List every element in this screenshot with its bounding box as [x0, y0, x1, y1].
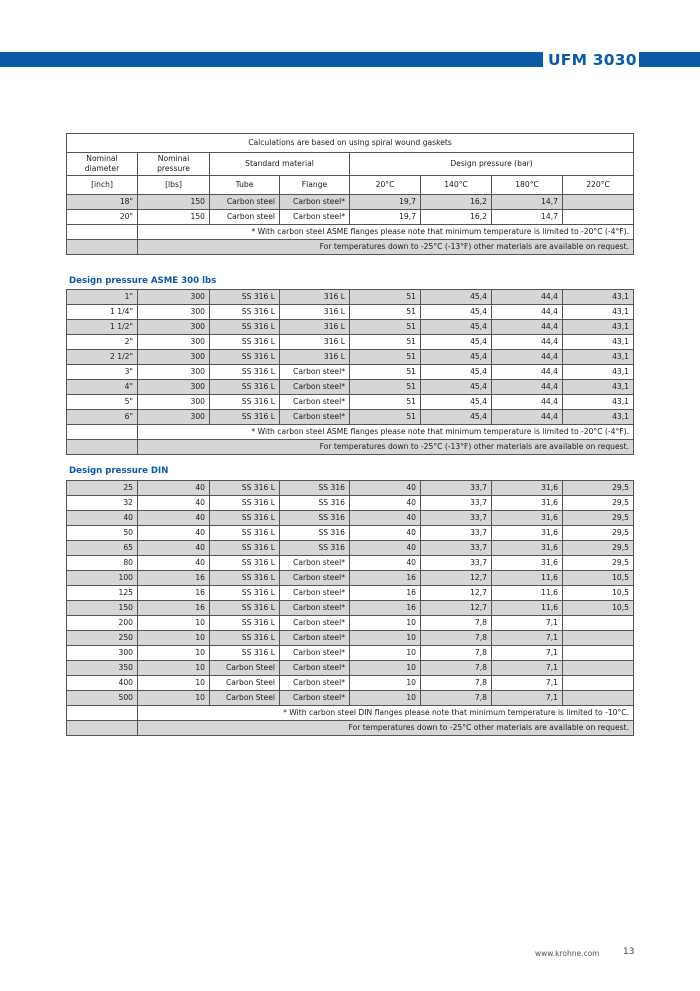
cell-140c: 33,7	[421, 481, 492, 496]
table-row	[67, 290, 634, 305]
table-row	[67, 335, 634, 350]
cell-180c: 31,6	[492, 496, 563, 511]
cell-diameter: 4"	[67, 380, 138, 395]
table-header-row	[67, 153, 634, 176]
cell-diameter: 250	[67, 631, 138, 646]
cell-flange: SS 316	[280, 496, 350, 511]
cell-140c: 45,4	[421, 410, 492, 425]
cell-20c: 16	[350, 601, 421, 616]
table-note-row	[67, 425, 634, 440]
table-row	[67, 481, 634, 496]
cell-pressure: 150	[138, 210, 210, 225]
cell-20c: 40	[350, 541, 421, 556]
cell-diameter: 400	[67, 676, 138, 691]
cell-220c: 10,5	[563, 586, 634, 601]
cell-20c: 16	[350, 571, 421, 586]
table-note-row	[67, 240, 634, 255]
cell-flange: 316 L	[280, 305, 350, 320]
table-note-row	[67, 706, 634, 721]
cell-diameter: 1 1/4"	[67, 305, 138, 320]
header-design-pressure: Design pressure (bar)	[350, 153, 634, 176]
cell-180c: 44,4	[492, 350, 563, 365]
cell-tube: SS 316 L	[210, 320, 280, 335]
table-row	[67, 511, 634, 526]
cell-20c: 10	[350, 661, 421, 676]
table-row	[67, 365, 634, 380]
cell-pressure: 300	[138, 410, 210, 425]
cell-pressure: 40	[138, 496, 210, 511]
cell-tube: SS 316 L	[210, 305, 280, 320]
cell-tube: SS 316 L	[210, 290, 280, 305]
cell-flange: Carbon steel*	[280, 616, 350, 631]
cell-20c: 51	[350, 410, 421, 425]
cell-140c: 45,4	[421, 380, 492, 395]
cell-flange: Carbon steel*	[280, 556, 350, 571]
unit-lbs: [lbs]	[138, 176, 210, 195]
footer-url: www.krohne.com	[535, 949, 600, 958]
cell-180c: 44,4	[492, 305, 563, 320]
table-row	[67, 556, 634, 571]
cell-220c: 43,1	[563, 365, 634, 380]
cell-220c	[563, 631, 634, 646]
cell-diameter: 40	[67, 511, 138, 526]
cell-220c: 29,5	[563, 481, 634, 496]
cell-flange: Carbon steel*	[280, 395, 350, 410]
header-flange: Flange	[280, 176, 350, 195]
cell-180c: 31,6	[492, 526, 563, 541]
cell-flange: 316 L	[280, 290, 350, 305]
din-table	[66, 480, 634, 736]
cell-pressure: 16	[138, 586, 210, 601]
cell-140c: 45,4	[421, 290, 492, 305]
cell-pressure: 10	[138, 646, 210, 661]
cell-pressure: 300	[138, 365, 210, 380]
table-note: For temperatures down to -25°C other materials are available on request.	[138, 721, 634, 736]
cell-diameter: 125	[67, 586, 138, 601]
cell-flange: Carbon steel*	[280, 661, 350, 676]
table-row	[67, 496, 634, 511]
cell-diameter: 20"	[67, 210, 138, 225]
cell-flange: Carbon steel*	[280, 210, 350, 225]
page-number: 13	[623, 947, 635, 957]
cell-140c: 33,7	[421, 496, 492, 511]
table-row	[67, 526, 634, 541]
cell-diameter: 150	[67, 601, 138, 616]
table-row	[67, 305, 634, 320]
cell-pressure: 16	[138, 571, 210, 586]
cell-220c: 10,5	[563, 571, 634, 586]
table-note-row	[67, 225, 634, 240]
table-note-row	[67, 440, 634, 455]
cell-140c: 16,2	[421, 195, 492, 210]
cell-flange: Carbon steel*	[280, 195, 350, 210]
cell-tube: SS 316 L	[210, 481, 280, 496]
cell-220c: 29,5	[563, 511, 634, 526]
cell-220c: 29,5	[563, 496, 634, 511]
table-row	[67, 691, 634, 706]
cell-20c: 10	[350, 616, 421, 631]
cell-140c: 12,7	[421, 571, 492, 586]
cell-tube: SS 316 L	[210, 335, 280, 350]
cell-diameter: 3"	[67, 365, 138, 380]
cell-diameter: 2"	[67, 335, 138, 350]
header-nominal-diameter: Nominal diameter	[67, 153, 138, 176]
cell-flange: Carbon steel*	[280, 365, 350, 380]
table-subheader-row	[67, 176, 634, 195]
cell-tube: SS 316 L	[210, 410, 280, 425]
cell-180c: 44,4	[492, 290, 563, 305]
table-row	[67, 380, 634, 395]
cell-20c: 19,7	[350, 210, 421, 225]
cell-diameter: 500	[67, 691, 138, 706]
cell-pressure: 300	[138, 305, 210, 320]
cell-140c: 45,4	[421, 335, 492, 350]
cell-pressure: 300	[138, 290, 210, 305]
cell-140c: 7,8	[421, 691, 492, 706]
cell-pressure: 10	[138, 691, 210, 706]
cell-diameter: 32	[67, 496, 138, 511]
cell-180c: 31,6	[492, 541, 563, 556]
table-row	[67, 616, 634, 631]
cell-140c: 33,7	[421, 556, 492, 571]
cell-220c	[563, 195, 634, 210]
cell-tube: SS 316 L	[210, 586, 280, 601]
cell-tube: SS 316 L	[210, 350, 280, 365]
cell-220c: 29,5	[563, 556, 634, 571]
table-caption: Calculations are based on using spiral wound gaskets	[67, 134, 634, 153]
header-standard-material: Standard material	[210, 153, 350, 176]
cell-180c: 44,4	[492, 395, 563, 410]
cell-220c	[563, 661, 634, 676]
cell-220c	[563, 210, 634, 225]
cell-20c: 40	[350, 556, 421, 571]
table-row	[67, 631, 634, 646]
cell-tube: SS 316 L	[210, 631, 280, 646]
cell-140c: 33,7	[421, 511, 492, 526]
cell-220c: 43,1	[563, 335, 634, 350]
cell-180c: 31,6	[492, 556, 563, 571]
cell-20c: 51	[350, 305, 421, 320]
cell-pressure: 10	[138, 631, 210, 646]
cell-140c: 7,8	[421, 631, 492, 646]
cell-220c: 43,1	[563, 320, 634, 335]
cell-tube: SS 316 L	[210, 646, 280, 661]
cell-140c: 12,7	[421, 586, 492, 601]
table-row	[67, 210, 634, 225]
cell-flange: 316 L	[280, 350, 350, 365]
section-title-asme: Design pressure ASME 300 lbs	[69, 276, 217, 286]
cell-diameter: 5"	[67, 395, 138, 410]
cell-20c: 19,7	[350, 195, 421, 210]
cell-pressure: 40	[138, 541, 210, 556]
cell-flange: 316 L	[280, 320, 350, 335]
cell-diameter: 350	[67, 661, 138, 676]
cell-flange: Carbon steel*	[280, 571, 350, 586]
cell-tube: Carbon Steel	[210, 676, 280, 691]
cell-140c: 16,2	[421, 210, 492, 225]
cell-180c: 7,1	[492, 631, 563, 646]
table-row	[67, 410, 634, 425]
cell-20c: 10	[350, 691, 421, 706]
cell-tube: Carbon Steel	[210, 691, 280, 706]
cell-diameter: 6"	[67, 410, 138, 425]
cell-diameter: 25	[67, 481, 138, 496]
cell-tube: SS 316 L	[210, 601, 280, 616]
cell-180c: 44,4	[492, 320, 563, 335]
cell-flange: Carbon steel*	[280, 691, 350, 706]
cell-flange: Carbon steel*	[280, 410, 350, 425]
cell-flange: Carbon steel*	[280, 646, 350, 661]
cell-diameter: 80	[67, 556, 138, 571]
table-caption-row	[67, 134, 634, 153]
cell-20c: 51	[350, 320, 421, 335]
asme-300-table	[66, 289, 634, 455]
cell-220c	[563, 616, 634, 631]
cell-flange: Carbon steel*	[280, 380, 350, 395]
cell-180c: 11,6	[492, 586, 563, 601]
cell-pressure: 300	[138, 335, 210, 350]
cell-220c: 43,1	[563, 305, 634, 320]
cell-20c: 10	[350, 631, 421, 646]
header-140c: 140°C	[421, 176, 492, 195]
cell-diameter: 2 1/2"	[67, 350, 138, 365]
cell-140c: 45,4	[421, 350, 492, 365]
cell-220c: 43,1	[563, 395, 634, 410]
table-row	[67, 676, 634, 691]
cell-flange: Carbon steel*	[280, 586, 350, 601]
unit-inch: [inch]	[67, 176, 138, 195]
cell-20c: 40	[350, 511, 421, 526]
cell-140c: 7,8	[421, 616, 492, 631]
cell-20c: 51	[350, 365, 421, 380]
cell-tube: SS 316 L	[210, 556, 280, 571]
cell-tube: SS 316 L	[210, 511, 280, 526]
cell-20c: 16	[350, 586, 421, 601]
cell-180c: 44,4	[492, 410, 563, 425]
cell-diameter: 200	[67, 616, 138, 631]
cell-20c: 51	[350, 350, 421, 365]
header-nominal-pressure: Nominal pressure	[138, 153, 210, 176]
cell-flange: Carbon steel*	[280, 601, 350, 616]
cell-tube: SS 316 L	[210, 541, 280, 556]
cell-pressure: 300	[138, 395, 210, 410]
cell-diameter: 1 1/2"	[67, 320, 138, 335]
cell-20c: 40	[350, 496, 421, 511]
cell-180c: 7,1	[492, 691, 563, 706]
table-note: * With carbon steel ASME flanges please note that minimum temperature is limited to -20°C (-4°F).	[138, 225, 634, 240]
cell-flange: SS 316	[280, 511, 350, 526]
cell-180c: 7,1	[492, 661, 563, 676]
cell-pressure: 300	[138, 380, 210, 395]
cell-140c: 7,8	[421, 676, 492, 691]
cell-pressure: 150	[138, 195, 210, 210]
cell-pressure: 10	[138, 676, 210, 691]
cell-diameter: 100	[67, 571, 138, 586]
section-title-din: Design pressure DIN	[69, 466, 169, 476]
cell-140c: 33,7	[421, 541, 492, 556]
table-row	[67, 646, 634, 661]
header-180c: 180°C	[492, 176, 563, 195]
cell-180c: 14,7	[492, 195, 563, 210]
cell-220c	[563, 676, 634, 691]
table-note-row	[67, 721, 634, 736]
table-note: * With carbon steel ASME flanges please note that minimum temperature is limited to -20°C (-4°F).	[138, 425, 634, 440]
cell-20c: 40	[350, 481, 421, 496]
table-row	[67, 350, 634, 365]
cell-180c: 31,6	[492, 481, 563, 496]
cell-20c: 51	[350, 335, 421, 350]
cell-220c: 29,5	[563, 526, 634, 541]
cell-diameter: 50	[67, 526, 138, 541]
cell-pressure: 40	[138, 481, 210, 496]
table-note: For temperatures down to -25°C (-13°F) other materials are available on request.	[138, 440, 634, 455]
cell-pressure: 40	[138, 556, 210, 571]
cell-pressure: 40	[138, 511, 210, 526]
cell-pressure: 300	[138, 350, 210, 365]
cell-220c: 43,1	[563, 290, 634, 305]
cell-pressure: 16	[138, 601, 210, 616]
cell-140c: 45,4	[421, 365, 492, 380]
cell-tube: SS 316 L	[210, 526, 280, 541]
cell-180c: 44,4	[492, 380, 563, 395]
cell-tube: SS 316 L	[210, 395, 280, 410]
cell-diameter: 18"	[67, 195, 138, 210]
cell-tube: Carbon steel	[210, 210, 280, 225]
cell-tube: SS 316 L	[210, 616, 280, 631]
header-220c: 220°C	[563, 176, 634, 195]
cell-180c: 31,6	[492, 511, 563, 526]
table-row	[67, 395, 634, 410]
cell-180c: 11,6	[492, 601, 563, 616]
cell-220c: 43,1	[563, 380, 634, 395]
cell-tube: SS 316 L	[210, 380, 280, 395]
cell-20c: 51	[350, 380, 421, 395]
table-row	[67, 195, 634, 210]
cell-20c: 40	[350, 526, 421, 541]
cell-180c: 11,6	[492, 571, 563, 586]
spiral-gasket-table	[66, 133, 634, 255]
cell-flange: SS 316	[280, 526, 350, 541]
cell-220c	[563, 646, 634, 661]
cell-180c: 44,4	[492, 365, 563, 380]
cell-140c: 33,7	[421, 526, 492, 541]
cell-20c: 51	[350, 395, 421, 410]
cell-pressure: 10	[138, 616, 210, 631]
cell-220c: 43,1	[563, 410, 634, 425]
table-row	[67, 586, 634, 601]
table-row	[67, 571, 634, 586]
table-row	[67, 541, 634, 556]
table-note: * With carbon steel DIN flanges please note that minimum temperature is limited to -10°C.	[138, 706, 634, 721]
header-20c: 20°C	[350, 176, 421, 195]
cell-pressure: 10	[138, 661, 210, 676]
cell-tube: SS 316 L	[210, 571, 280, 586]
header-bar-right	[640, 52, 700, 67]
cell-220c	[563, 691, 634, 706]
cell-tube: SS 316 L	[210, 496, 280, 511]
cell-220c: 29,5	[563, 541, 634, 556]
table-row	[67, 601, 634, 616]
cell-flange: SS 316	[280, 481, 350, 496]
cell-180c: 7,1	[492, 676, 563, 691]
header-tube: Tube	[210, 176, 280, 195]
cell-140c: 12,7	[421, 601, 492, 616]
cell-flange: Carbon steel*	[280, 631, 350, 646]
cell-180c: 44,4	[492, 335, 563, 350]
cell-140c: 7,8	[421, 646, 492, 661]
cell-tube: Carbon Steel	[210, 661, 280, 676]
cell-140c: 45,4	[421, 305, 492, 320]
cell-diameter: 300	[67, 646, 138, 661]
cell-pressure: 300	[138, 320, 210, 335]
cell-20c: 51	[350, 290, 421, 305]
cell-tube: Carbon steel	[210, 195, 280, 210]
cell-180c: 7,1	[492, 646, 563, 661]
cell-140c: 7,8	[421, 661, 492, 676]
cell-diameter: 65	[67, 541, 138, 556]
cell-diameter: 1"	[67, 290, 138, 305]
cell-220c: 10,5	[563, 601, 634, 616]
page-title: UFM 3030	[548, 51, 637, 69]
cell-180c: 14,7	[492, 210, 563, 225]
cell-220c: 43,1	[563, 350, 634, 365]
table-note: For temperatures down to -25°C (-13°F) other materials are available on request.	[138, 240, 634, 255]
cell-20c: 10	[350, 676, 421, 691]
table-row	[67, 320, 634, 335]
cell-140c: 45,4	[421, 320, 492, 335]
cell-140c: 45,4	[421, 395, 492, 410]
cell-flange: SS 316	[280, 541, 350, 556]
cell-flange: Carbon steel*	[280, 676, 350, 691]
table-row	[67, 661, 634, 676]
cell-180c: 7,1	[492, 616, 563, 631]
cell-pressure: 40	[138, 526, 210, 541]
cell-tube: SS 316 L	[210, 365, 280, 380]
cell-20c: 10	[350, 646, 421, 661]
cell-flange: 316 L	[280, 335, 350, 350]
